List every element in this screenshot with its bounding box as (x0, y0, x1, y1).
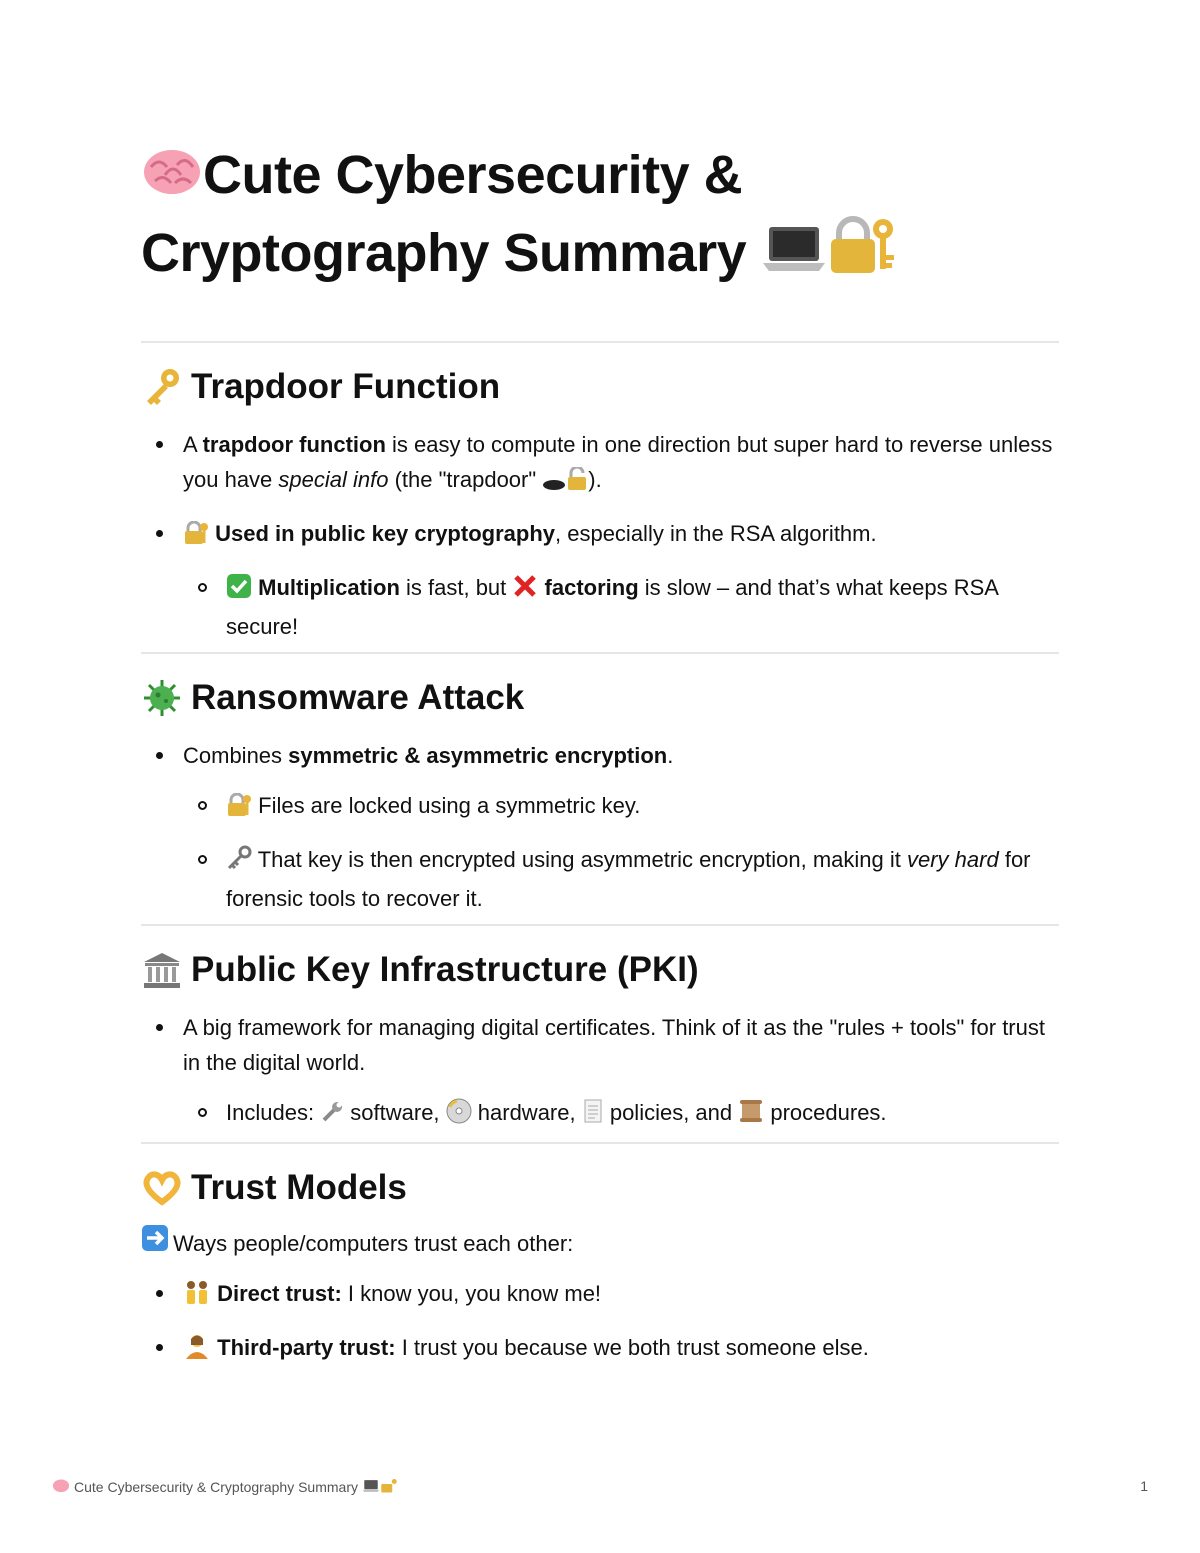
lock-with-key-icon (183, 520, 209, 555)
bullet-list (141, 427, 1059, 644)
footer: Cute Cybersecurity & Cryptography Summary (52, 1478, 398, 1496)
brain-icon (52, 1478, 70, 1496)
people-icon (183, 1279, 211, 1315)
brain-icon (141, 144, 203, 215)
section-heading: Trust Models (141, 1166, 1059, 1210)
bullet-list (141, 738, 1059, 916)
page-title: Cute Cybersecurity & Cryptography Summary (141, 140, 1059, 293)
check-mark-icon (226, 573, 252, 609)
section-pki (141, 926, 1059, 1142)
microbe-icon (141, 678, 183, 718)
page-number: 1 (1140, 1478, 1148, 1494)
page-icon (582, 1098, 604, 1134)
section-heading: Public Key Infrastructure (PKI) (141, 948, 1059, 992)
list-item: Multiplication is fast, but factoring is slow – and that’s what keeps RSA secure! (141, 570, 1059, 644)
unlocked-icon (566, 466, 588, 501)
classical-building-icon (141, 950, 183, 990)
key-icon (141, 367, 183, 407)
document-body (141, 140, 1059, 1377)
intro-text: Ways people/computers trust each other: (141, 1224, 1059, 1262)
wrench-icon (320, 1099, 344, 1134)
person-icon (183, 1333, 211, 1369)
cross-mark-icon (512, 573, 538, 609)
section-ransomware (141, 654, 1059, 924)
lock-with-key-icon (226, 792, 252, 827)
section-trapdoor (141, 343, 1059, 652)
hole-icon (542, 466, 566, 501)
bullet-list (141, 1010, 1059, 1134)
section-trust (141, 1144, 1059, 1377)
lock-with-key-icon (380, 1478, 398, 1496)
lock-with-key-icon (827, 215, 897, 293)
bullet-list (141, 1276, 1059, 1369)
disc-icon (446, 1098, 472, 1134)
list-item: Third-party trust: I trust you because we both trust someone else. (141, 1330, 1059, 1369)
section-heading: Ransomware Attack (141, 676, 1059, 720)
right-arrow-icon (141, 1224, 169, 1262)
list-item: That key is then encrypted using asymmetric encryption, making it very hard for forensic tools to recover it. (141, 842, 1059, 916)
old-key-icon (226, 845, 252, 881)
list-item: Direct trust: I know you, you know me! (141, 1276, 1059, 1315)
scroll-icon (738, 1098, 764, 1134)
list-item: Used in public key cryptography, especially in the RSA algorithm. (141, 516, 1059, 555)
heart-hands-icon (141, 1168, 183, 1208)
list-item: A trapdoor function is easy to compute in one direction but super hard to reverse unless you have special info (the "trapdoor" ). (141, 427, 1059, 501)
section-heading: Trapdoor Function (141, 365, 1059, 409)
list-item: Combines symmetric & asymmetric encryption. (141, 738, 1059, 773)
laptop-icon (761, 222, 827, 293)
list-item: Files are locked using a symmetric key. (141, 788, 1059, 827)
laptop-icon (362, 1479, 380, 1496)
list-item: Includes: software, hardware, policies, and procedures. (141, 1095, 1059, 1134)
list-item: A big framework for managing digital certificates. Think of it as the "rules + tools" for trust in the digital world. (141, 1010, 1059, 1080)
